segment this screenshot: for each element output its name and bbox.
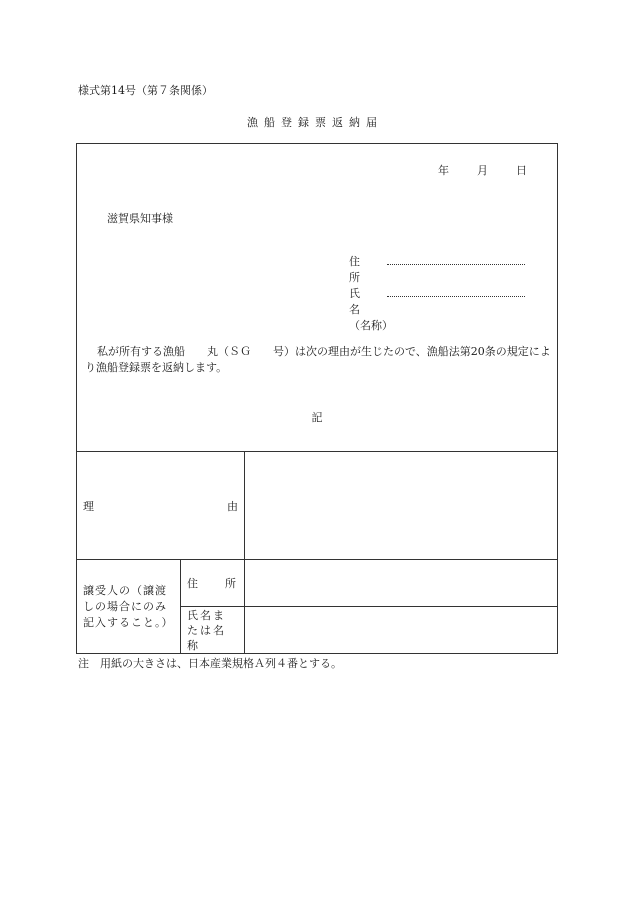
assignee-address-row xyxy=(77,560,558,607)
ki-label: 記 xyxy=(311,411,323,424)
day-label: 日 xyxy=(516,164,527,177)
form-number: 様式第14号（第７条関係） xyxy=(78,84,213,97)
reason-label-cell xyxy=(77,452,245,560)
month-label: 月 xyxy=(477,164,488,177)
assignee-address-label-cell xyxy=(181,560,245,607)
name-note: （名称） xyxy=(349,319,393,332)
assignee-address-field[interactable] xyxy=(245,560,558,607)
year-label: 年 xyxy=(438,164,449,177)
statement-part-3: 号）は次の理由が生じたので、漁船法第20条の規定により漁船登録票を返納します。 xyxy=(85,345,551,374)
reason-label-left: 理 xyxy=(83,499,94,513)
assignee-label: 譲受人の（譲渡しの場合にのみ記入すること。） xyxy=(77,560,181,654)
assignee-name-field[interactable] xyxy=(245,607,558,654)
applicant-block xyxy=(349,254,525,334)
statement-part-2: 丸（ＳＧ xyxy=(207,345,251,358)
reason-row xyxy=(77,452,558,560)
details-table xyxy=(76,451,558,654)
assignee-address-left: 住 xyxy=(187,576,200,590)
form-title: 漁船登録票返納届 xyxy=(247,116,383,129)
footnote: 注 用紙の大きさは、日本産業規格Ａ列４番とする。 xyxy=(78,657,342,670)
statement-part-1: 私が所有する漁船 xyxy=(97,345,185,358)
statement-text xyxy=(85,344,551,376)
reason-label-right: 由 xyxy=(227,499,238,513)
application-box xyxy=(76,143,558,451)
assignee-name-label: 氏名または名称 xyxy=(181,607,245,654)
address-label: 住 所 xyxy=(349,255,383,284)
reason-field[interactable] xyxy=(245,452,558,560)
addressee: 滋賀県知事様 xyxy=(107,212,173,225)
name-label: 氏 名 xyxy=(349,287,383,316)
assignee-address-right: 所 xyxy=(225,576,238,590)
address-field[interactable] xyxy=(387,254,525,265)
name-field[interactable] xyxy=(387,286,525,297)
date-line xyxy=(438,162,527,178)
